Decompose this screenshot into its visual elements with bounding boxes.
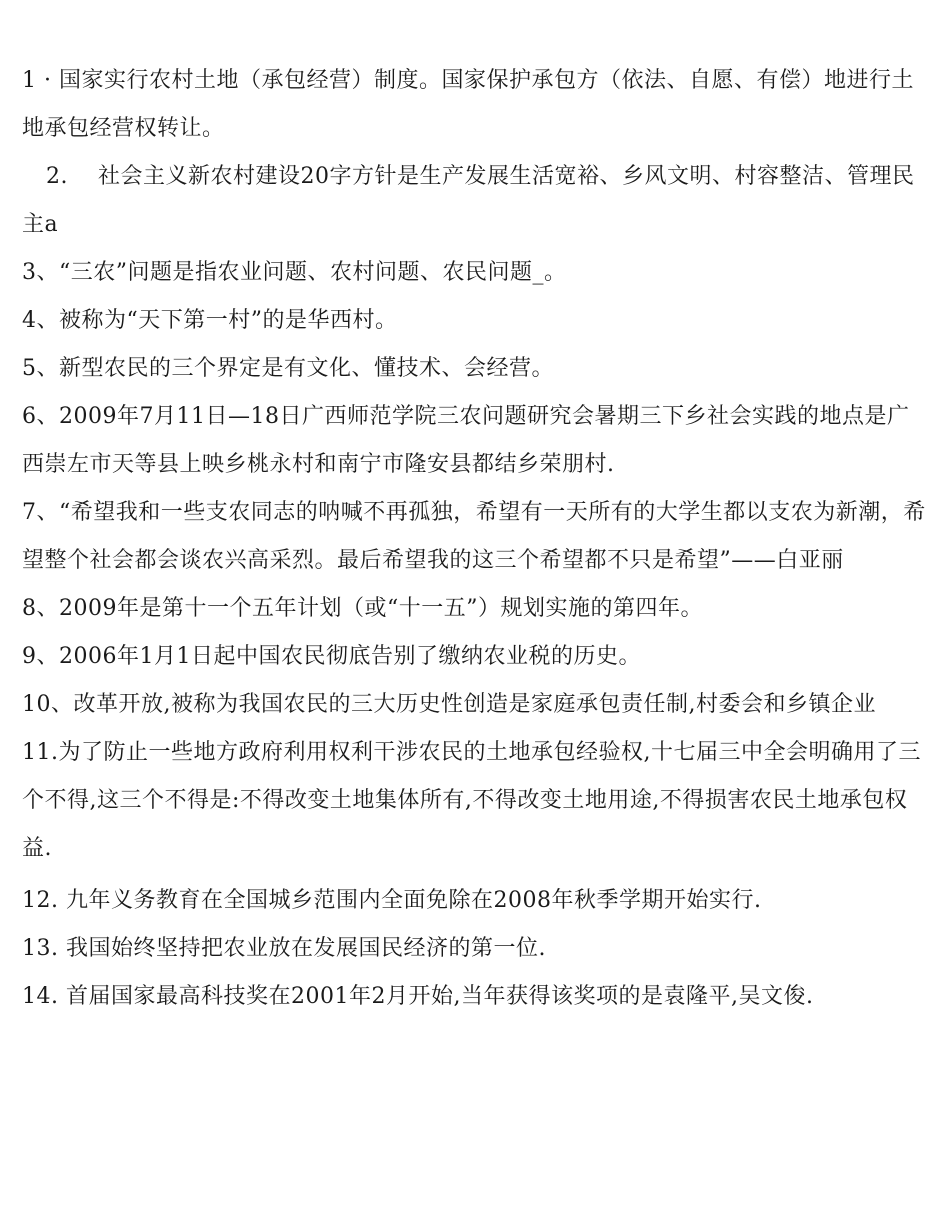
list-item-14: 14. 首届国家最高科技奖在2001年2月开始,当年获得该奖项的是袁隆平,吴文俊. <box>22 984 814 1009</box>
list-item-11: 11.为了防止一些地方政府利用权利干涉农民的土地承包经验权,十七届三中全会明确用了三个不得,这三个不得是:不得改变土地集体所有,不得改变土地用途,不得损害农民土地承包权益. <box>22 740 921 861</box>
list-item-7: 7、“希望我和一些支农同志的呐喊不再孤独，希望有一天所有的大学生都以支农为新潮，希望整个社会都会谈农兴高采烈。最后希望我的这三个希望都不只是希望”——白亚丽 <box>22 500 926 573</box>
list-item-1: 1 · 国家实行农村土地（承包经营）制度。国家保护承包方（依法、自愿、有偿）地进行土地承包经营权转让。 <box>22 68 914 141</box>
list-item-9: 9、2006年1月1日起中国农民彻底告别了缴纳农业税的历史。 <box>22 644 641 669</box>
list-item-10: 10、改革开放,被称为我国农民的三大历史性创造是家庭承包责任制,村委会和乡镇企业 <box>22 692 876 717</box>
list-item-3: 3、“三农”问题是指农业问题、农村问题、农民问题_。 <box>22 260 567 285</box>
list-item-2: 2. 社会主义新农村建设20字方针是生产发展生活宽裕、乡风文明、村容整洁、管理民主a <box>22 164 915 237</box>
list-item-12: 12. 九年义务教育在全国城乡范围内全面免除在2008年秋季学期开始实行. <box>22 888 762 913</box>
list-item-6: 6、2009年7月11日—18日广西师范学院三农问题研究会暑期三下乡社会实践的地点是广西崇左市天等县上映乡桃永村和南宁市隆安县都结乡荣朋村. <box>22 404 910 477</box>
list-item-8: 8、2009年是第十一个五年计划（或“十一五”）规划实施的第四年。 <box>22 596 703 621</box>
list-item-4: 4、被称为“天下第一村”的是华西村。 <box>22 308 398 333</box>
list-item-13: 13. 我国始终坚持把农业放在发展国民经济的第一位. <box>22 936 546 961</box>
list-item-5: 5、新型农民的三个界定是有文化、懂技术、会经营。 <box>22 356 554 381</box>
